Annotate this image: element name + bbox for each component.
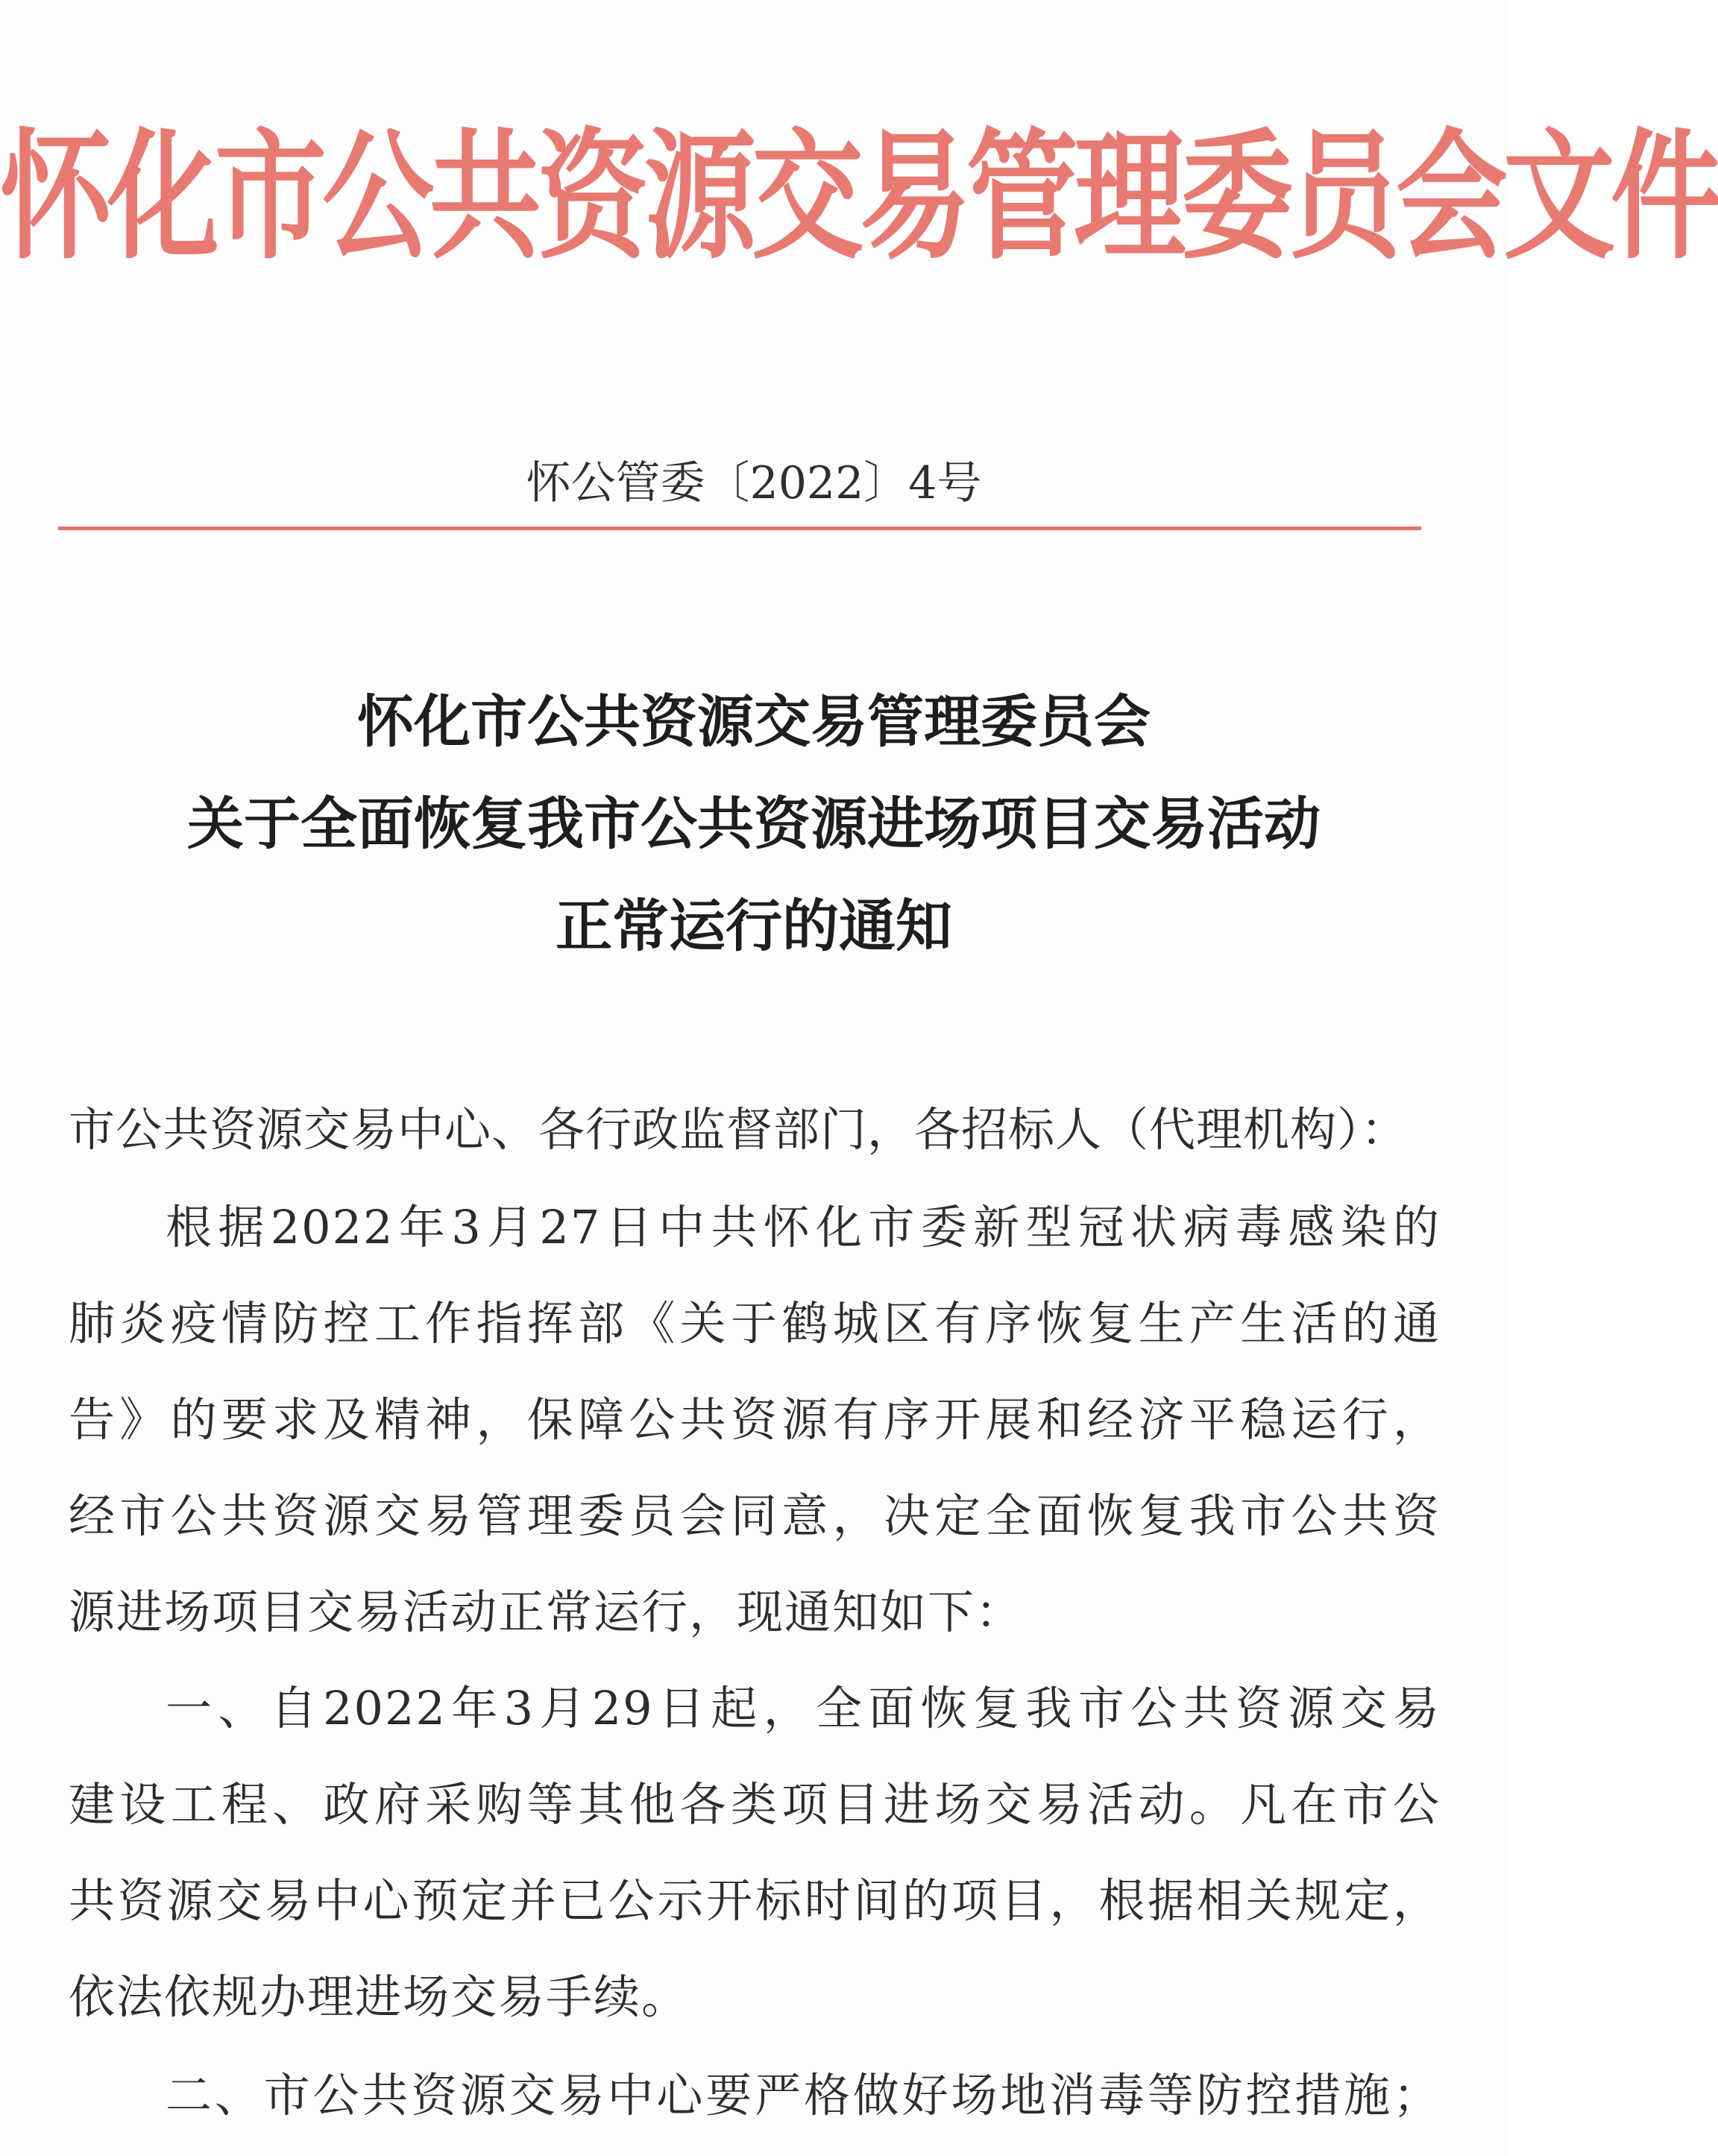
- paragraph-1-line-5: 源进场项目交易活动正常运行，现通知如下：: [69, 1585, 1024, 1639]
- paragraph-1-line-1: 根据2022年3月27日中共怀化市委新型冠状病毒感染的: [166, 1200, 1441, 1254]
- paragraph-2-line-1: 一、自2022年3月29日起，全面恢复我市公共资源交易: [166, 1681, 1441, 1735]
- paragraph-1-line-2: 肺炎疫情防控工作指挥部《关于鹤城区有序恢复生产生活的通: [69, 1296, 1441, 1351]
- paragraph-2-line-4: 依法依规办理进场交易手续。: [69, 1970, 690, 2024]
- document-number: 怀公管委〔2022〕4号: [526, 457, 982, 509]
- notice-title-line-2: 关于全面恢复我市公共资源进场项目交易活动: [187, 791, 1321, 857]
- paragraph-1-line-4: 经市公共资源交易管理委员会同意，决定全面恢复我市公共资: [69, 1489, 1441, 1543]
- notice-title-line-3: 正常运行的通知: [556, 893, 952, 959]
- paragraph-1-line-3: 告》的要求及精神，保障公共资源有序开展和经济平稳运行，: [69, 1392, 1441, 1447]
- paragraph-2-line-2: 建设工程、政府采购等其他各类项目进场交易活动。凡在市公: [69, 1777, 1441, 1832]
- paragraph-2-line-3: 共资源交易中心预定并已公示开标时间的项目，根据相关规定，: [69, 1873, 1441, 1928]
- paragraph-3-line-1: 二、市公共资源交易中心要严格做好场地消毒等防控措施；: [166, 2068, 1441, 2122]
- notice-title-line-1: 怀化市公共资源交易管理委员会: [357, 688, 1151, 755]
- red-divider-rule: [58, 527, 1421, 530]
- salutation-recipients: 市公共资源交易中心、各行政监督部门，各招标人（代理机构）：: [69, 1102, 1409, 1157]
- document-masthead: 怀化市公共资源交易管理委员会文件: [0, 116, 1718, 279]
